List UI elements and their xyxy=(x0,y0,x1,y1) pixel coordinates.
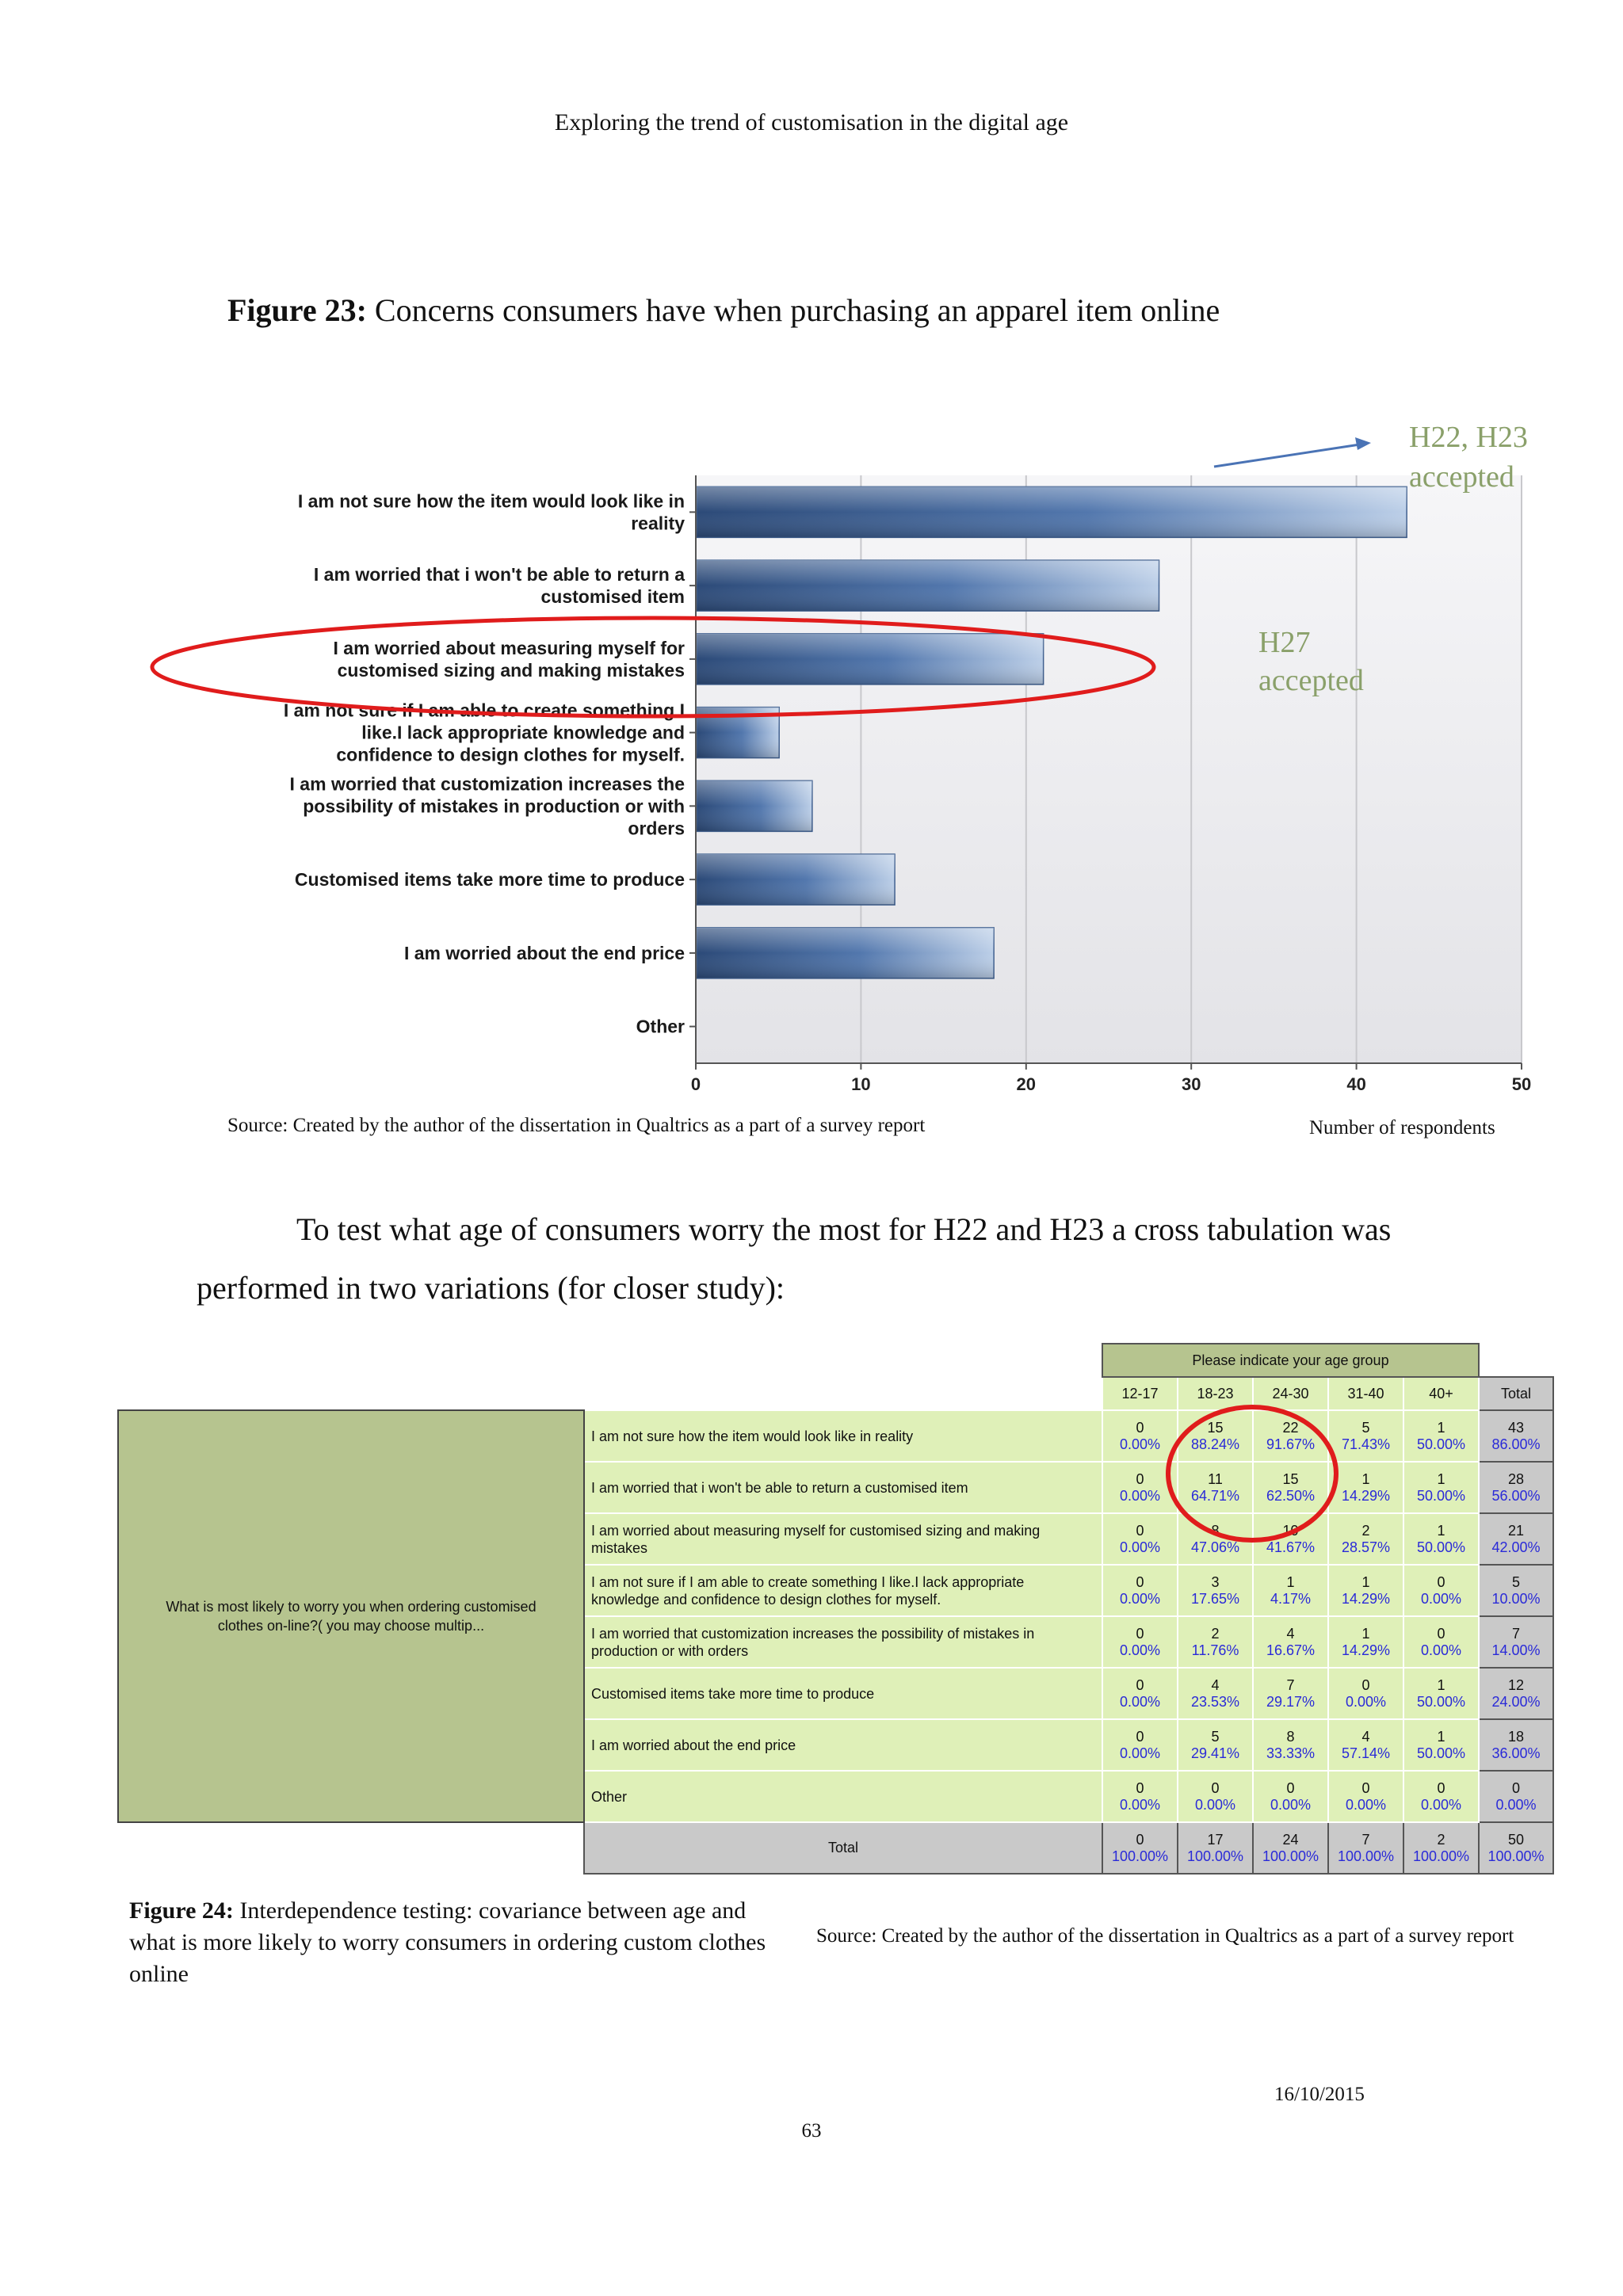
count-cell: 0 0.00% xyxy=(1102,1462,1178,1513)
paragraph-line-1: To test what age of consumers worry the most for H22 and H23 a cross tabulation was xyxy=(296,1211,1392,1247)
x-tick-label: 20 xyxy=(1016,1074,1037,1094)
age-group-label: 40+ xyxy=(1403,1377,1479,1410)
row-total-cell: 12 24.00% xyxy=(1479,1668,1553,1719)
bar-shading xyxy=(697,854,895,905)
bar-shading xyxy=(697,634,1044,685)
count-cell: 0 0.00% xyxy=(1178,1771,1253,1822)
category-label: Customised items take more time to produce xyxy=(294,869,685,891)
answer-label: I am not sure if I am able to create something I like.I lack appropriate knowledge and confidence to design clothes for myself. xyxy=(584,1565,1102,1616)
count-cell: 0 0.00% xyxy=(1102,1668,1178,1719)
category-label: confidence to design clothes for myself. xyxy=(336,744,685,765)
count-cell: 4 16.67% xyxy=(1253,1616,1328,1668)
count-cell: 4 57.14% xyxy=(1328,1719,1403,1771)
figure-24-source: Source: Created by the author of the dissertation in Qualtrics as a part of a survey report xyxy=(816,1925,1514,1947)
x-tick-label: 10 xyxy=(851,1074,871,1094)
column-total-cell: 17 100.00% xyxy=(1178,1822,1253,1874)
category-label: I am worried that i won't be able to return a xyxy=(313,564,685,585)
count-cell: 5 71.43% xyxy=(1328,1410,1403,1462)
bar-shading xyxy=(697,560,1159,611)
category-label: I am worried that customization increases the xyxy=(289,773,685,795)
count-cell: 0 0.00% xyxy=(1102,1565,1178,1616)
count-cell: 1 50.00% xyxy=(1403,1719,1479,1771)
count-cell: 0 0.00% xyxy=(1102,1410,1178,1462)
count-cell: 0 0.00% xyxy=(1328,1668,1403,1719)
arrow-line xyxy=(1214,444,1360,467)
row-total-cell: 18 36.00% xyxy=(1479,1719,1553,1771)
count-cell: 1 14.29% xyxy=(1328,1565,1403,1616)
row-total-cell: 21 42.00% xyxy=(1479,1513,1553,1565)
age-group-label: 18-23 xyxy=(1178,1377,1253,1410)
count-cell: 22 91.67% xyxy=(1253,1410,1328,1462)
bar-shading xyxy=(697,780,812,831)
category-label: orders xyxy=(628,818,685,839)
age-group-label: 31-40 xyxy=(1328,1377,1403,1410)
age-group-label: 24-30 xyxy=(1253,1377,1328,1410)
answer-label: Other xyxy=(584,1771,1102,1822)
count-cell: 0 0.00% xyxy=(1102,1616,1178,1668)
category-label: possibility of mistakes in production or with xyxy=(303,795,685,817)
count-cell: 0 0.00% xyxy=(1102,1771,1178,1822)
category-label: I am worried about the end price xyxy=(403,942,685,963)
count-cell: 1 50.00% xyxy=(1403,1513,1479,1565)
count-cell: 3 17.65% xyxy=(1178,1565,1253,1616)
count-cell: 0 0.00% xyxy=(1102,1513,1178,1565)
figure-23-caption: Concerns consumers have when purchasing an apparel item online xyxy=(374,292,1220,328)
count-cell: 1 4.17% xyxy=(1253,1565,1328,1616)
category-label: customised item xyxy=(540,586,685,608)
bar-shading xyxy=(697,928,994,978)
answer-label: I am worried about measuring myself for customised sizing and making mistakes xyxy=(584,1513,1102,1565)
annotation-h22-h23: H22, H23 xyxy=(1409,421,1528,454)
count-cell: 1 50.00% xyxy=(1403,1668,1479,1719)
category-label: I am not sure how the item would look like in xyxy=(297,490,685,512)
totals-row-label: Total xyxy=(584,1822,1102,1874)
x-axis-unit-label: Number of respondents xyxy=(1309,1117,1495,1138)
x-tick-label: 50 xyxy=(1511,1074,1532,1094)
count-cell: 1 14.29% xyxy=(1328,1462,1403,1513)
figure-23-title xyxy=(227,292,1220,329)
totals-row xyxy=(118,1822,1553,1874)
bar-chart xyxy=(143,420,1537,1117)
column-total-cell: 24 100.00% xyxy=(1253,1822,1328,1874)
footer-date: 16/10/2015 xyxy=(1274,2084,1365,2105)
annotation-h27: H27 xyxy=(1258,626,1311,659)
column-total-cell: 2 100.00% xyxy=(1403,1822,1479,1874)
column-total-cell: 0 100.00% xyxy=(1102,1822,1178,1874)
running-header: Exploring the trend of customisation in the digital age xyxy=(554,109,1069,135)
count-cell: 1 50.00% xyxy=(1403,1462,1479,1513)
answer-label: I am worried that i won't be able to return a customised item xyxy=(584,1462,1102,1513)
answer-label: Customised items take more time to produce xyxy=(584,1668,1102,1719)
x-tick-label: 30 xyxy=(1181,1074,1201,1094)
category-label: Other xyxy=(636,1016,685,1037)
column-total-cell: 7 100.00% xyxy=(1328,1822,1403,1874)
row-total-cell: 28 56.00% xyxy=(1479,1462,1553,1513)
figure-24-text: Interdependence testing: covariance between age and what is more likely to worry consumers in ordering custom clothes online xyxy=(129,1897,766,1987)
crosstab-highlight-circle xyxy=(1157,1398,1347,1549)
count-cell: 5 29.41% xyxy=(1178,1719,1253,1771)
answer-label: I am not sure how the item would look like in reality xyxy=(584,1410,1102,1462)
figure-24-label: Figure 24: xyxy=(129,1897,234,1924)
category-label: customised sizing and making mistakes xyxy=(337,659,685,681)
figure-23-label: Figure 23: xyxy=(227,292,367,328)
bar-shading xyxy=(697,486,1407,537)
row-total-cell: 43 86.00% xyxy=(1479,1410,1553,1462)
count-cell: 0 0.00% xyxy=(1403,1771,1479,1822)
annotation-h27-accepted: accepted xyxy=(1258,664,1364,697)
age-group-label: 12-17 xyxy=(1102,1377,1178,1410)
count-cell: 2 11.76% xyxy=(1178,1616,1253,1668)
category-label: like.I lack appropriate knowledge and xyxy=(361,722,685,743)
count-cell: 15 88.24% xyxy=(1178,1410,1253,1462)
age-group-header: Please indicate your age group xyxy=(1102,1344,1479,1377)
annotation-h22-accepted: accepted xyxy=(1409,460,1514,494)
row-total-cell: 0 0.00% xyxy=(1479,1771,1553,1822)
count-cell: 0 0.00% xyxy=(1328,1771,1403,1822)
arrow-head-icon xyxy=(1355,437,1371,450)
count-cell: 0 0.00% xyxy=(1403,1565,1479,1616)
count-cell: 8 33.33% xyxy=(1253,1719,1328,1771)
count-cell: 0 0.00% xyxy=(1403,1616,1479,1668)
count-cell: 2 28.57% xyxy=(1328,1513,1403,1565)
grand-total-cell: 50 100.00% xyxy=(1479,1822,1553,1874)
figure-23-source: Source: Created by the author of the dissertation in Qualtrics as a part of a survey report xyxy=(227,1115,926,1136)
category-label: I am not sure if I am able to create something I xyxy=(283,700,685,721)
category-label: reality xyxy=(631,513,685,534)
count-cell: 7 29.17% xyxy=(1253,1668,1328,1719)
count-cell: 1 50.00% xyxy=(1403,1410,1479,1462)
count-cell: 11 64.71% xyxy=(1178,1462,1253,1513)
figure-23-chart xyxy=(143,420,1537,1117)
question-cell: What is most likely to worry you when ordering customised clothes on-line?( you may choose multip... xyxy=(118,1410,584,1822)
paragraph-line-2: performed in two variations (for closer study): xyxy=(197,1270,785,1306)
count-cell: 1 14.29% xyxy=(1328,1616,1403,1668)
row-total-cell: 5 10.00% xyxy=(1479,1565,1553,1616)
category-labels xyxy=(284,490,696,1036)
answer-label: I am worried about the end price xyxy=(584,1719,1102,1771)
count-cell: 8 47.06% xyxy=(1178,1513,1253,1565)
category-label: I am worried about measuring myself for xyxy=(333,637,685,658)
x-tick-label: 0 xyxy=(690,1074,701,1094)
page-number: 63 xyxy=(801,2120,822,2142)
count-cell: 10 41.67% xyxy=(1253,1513,1328,1565)
crosstab-group-header-row xyxy=(118,1344,1553,1377)
body-paragraph xyxy=(197,1200,1465,1318)
figure-24-caption xyxy=(129,1895,787,1990)
count-cell: 0 0.00% xyxy=(1102,1719,1178,1771)
total-header: Total xyxy=(1479,1377,1553,1410)
count-cell: 4 23.53% xyxy=(1178,1668,1253,1719)
count-cell: 0 0.00% xyxy=(1253,1771,1328,1822)
x-tick-labels xyxy=(691,1063,1531,1094)
answer-label: I am worried that customization increases the possibility of mistakes in production or with orders xyxy=(584,1616,1102,1668)
row-total-cell: 7 14.00% xyxy=(1479,1616,1553,1668)
count-cell: 15 62.50% xyxy=(1253,1462,1328,1513)
x-tick-label: 40 xyxy=(1346,1074,1366,1094)
